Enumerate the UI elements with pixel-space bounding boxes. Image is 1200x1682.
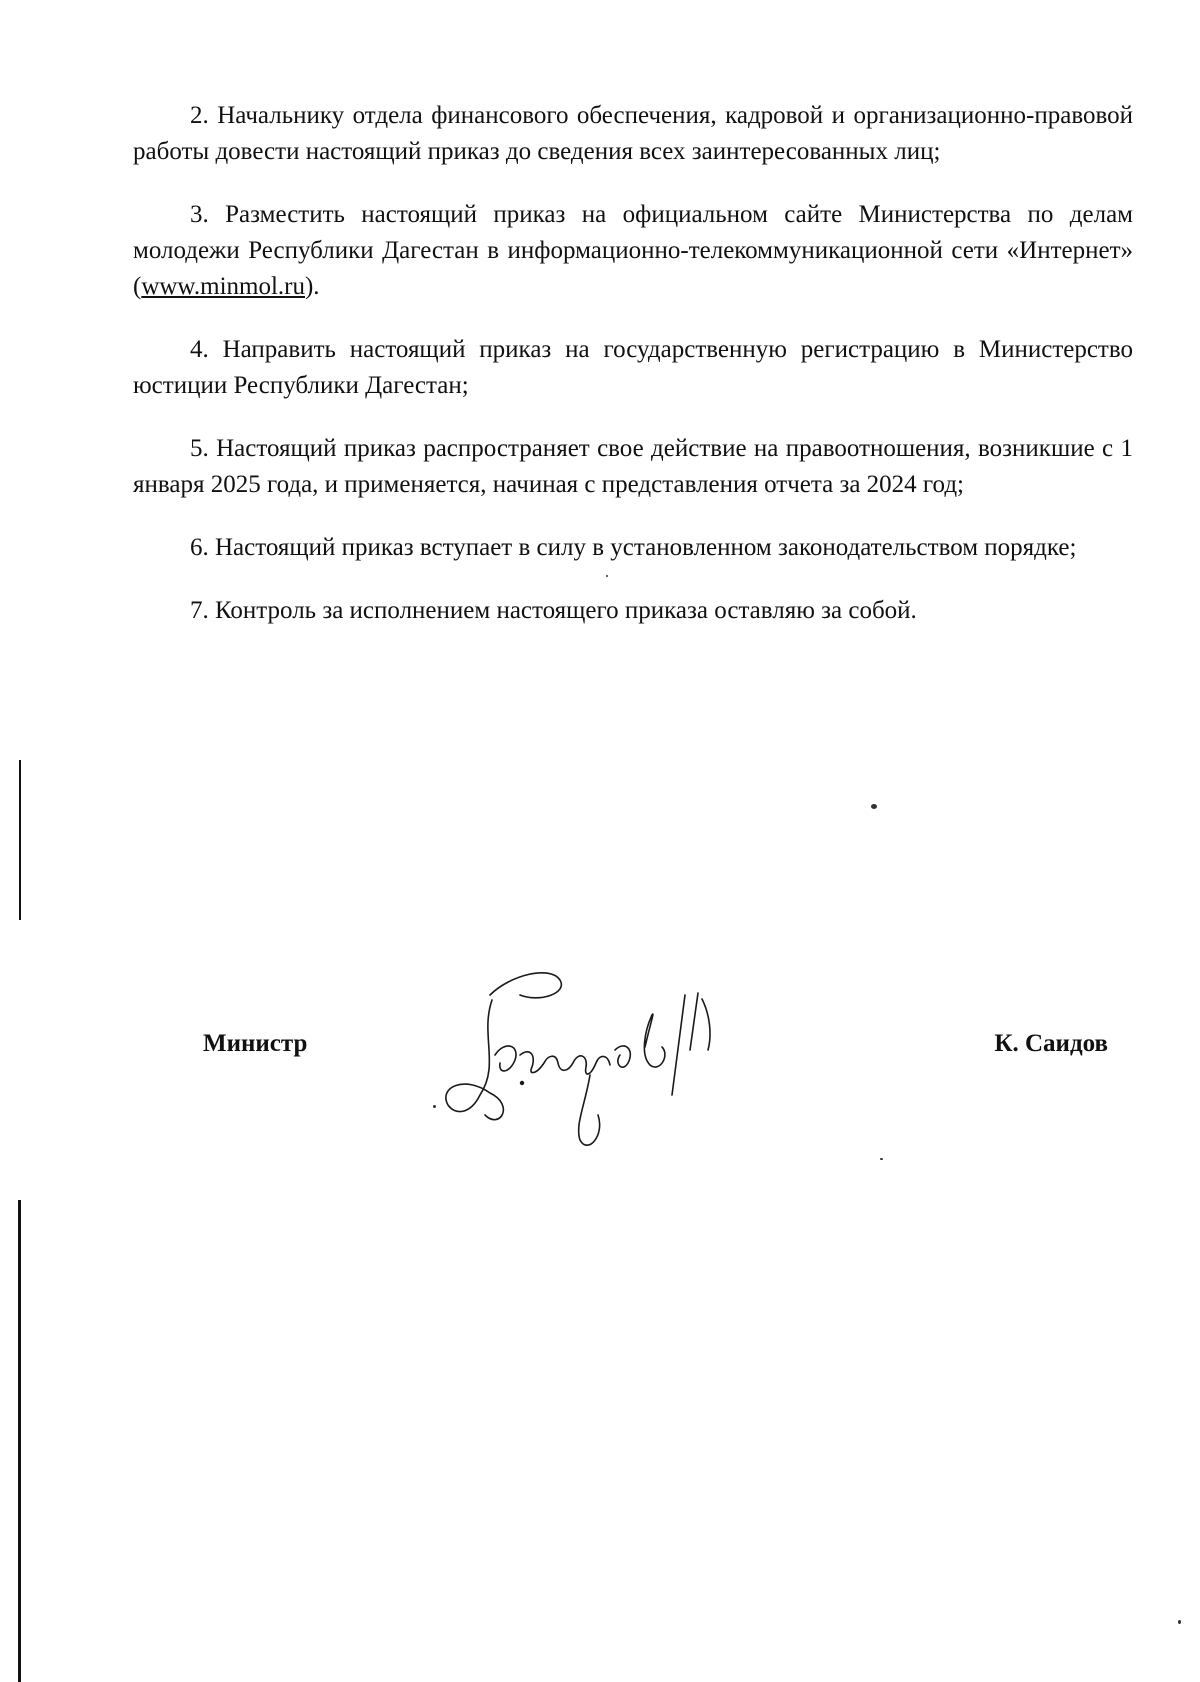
- scan-speck: [1178, 1620, 1181, 1624]
- scan-speck: [880, 1158, 883, 1160]
- paragraph-7: 7. Контроль за исполнением настоящего приказа оставляю за собой.: [190, 597, 917, 624]
- paragraph-3-tail: ).: [304, 273, 320, 300]
- signatory-name: К. Саидов: [994, 1030, 1108, 1057]
- paragraph-4: 4. Направить настоящий приказ на государственную регистрацию в Министерство юстиции Республики Дагестан;: [133, 336, 1133, 399]
- paragraph-2: 2. Начальнику отдела финансового обеспечения, кадровой и организационно-правовой работы довести настоящий приказ до сведения всех заинтересованных лиц;: [133, 102, 1133, 165]
- margin-mark-lower: [18, 1200, 21, 1682]
- document-body: [133, 98, 1133, 656]
- paragraph-6: 6. Настоящий приказ вступает в силу в установленном законодательством порядке;: [190, 534, 1077, 561]
- website-link[interactable]: www.minmol.ru: [141, 273, 305, 300]
- scan-speck: [433, 1105, 436, 1108]
- signatory-title: Министр: [203, 1030, 308, 1057]
- paragraph-3: [133, 197, 1133, 305]
- margin-mark-upper: [19, 760, 21, 920]
- scan-speck: [606, 575, 608, 577]
- scan-speck: [871, 804, 877, 809]
- handwritten-signature: [440, 955, 780, 1170]
- paragraph-5: 5. Настоящий приказ распространяет свое действие на правоотношения, возникшие с 1 января 2025 года, и применяется, начиная с представления отчета за 2024 год;: [133, 435, 1133, 498]
- paragraph-3-text: 3. Разместить настоящий приказ на официальном сайте Министерства по делам молодежи Республики Дагестан в информационно-телекоммуникационной сети «Интернет» (: [133, 201, 1133, 300]
